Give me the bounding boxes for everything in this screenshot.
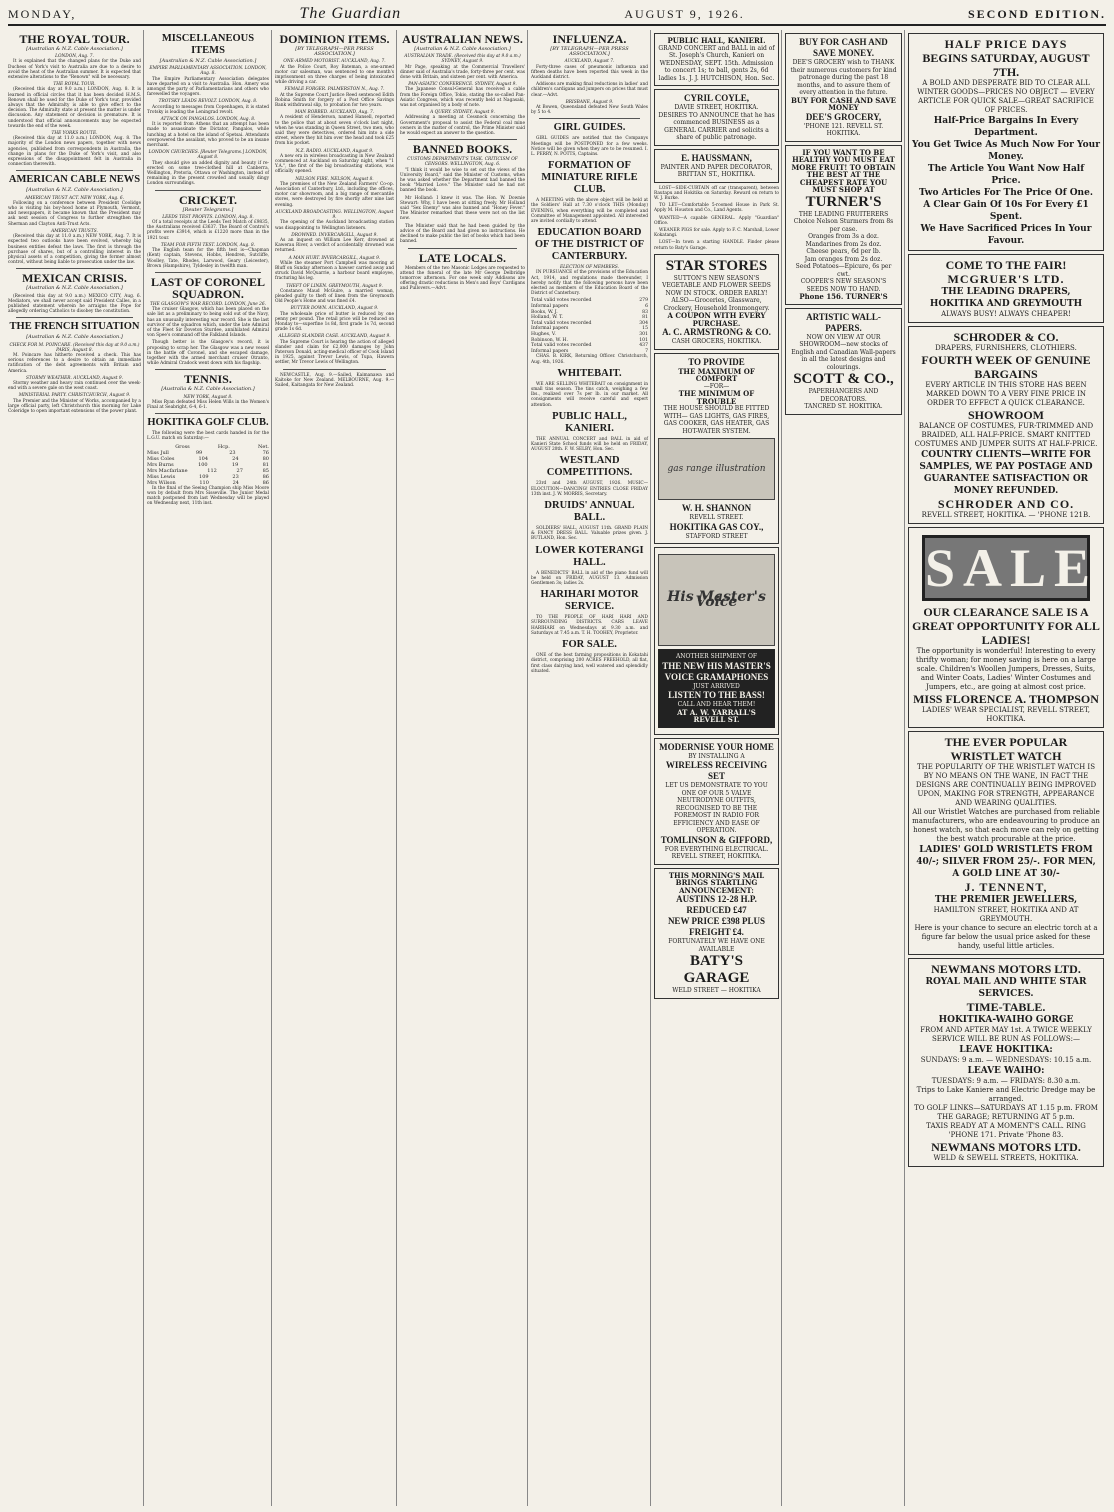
classified-item: TO LET—Comfortable 5-roomed House in Park St. Apply M. Houston and Co., Land Agents. — [654, 203, 779, 214]
score-cell: 19 — [231, 461, 239, 468]
vote-count: 6 — [645, 304, 648, 310]
vote-label: Total valid votes recorded — [531, 343, 592, 349]
headline-mexican-crisis: MEXICAN CRISIS. — [22, 271, 127, 286]
score-cell: 24 — [232, 479, 239, 486]
vote-label: Total valid votes recorded — [531, 298, 592, 304]
score-cell: 76 — [262, 449, 269, 456]
score-cell: 109 — [199, 473, 209, 480]
half-price-line: Two Articles For The Price Of One. — [919, 188, 1093, 198]
headline-education-board: EDUCATION BOARD OF THE DISTRICT OF CANTERBURY. — [534, 227, 645, 263]
article-text: Mr Page, speaking at the Commercial Travellers' dinner said of Australia's trade, forty-three per cent. was done with Britain, and sixteen per cent. with America. — [400, 64, 525, 81]
ad-cyril-coyle: CYRIL COYLE, DAVIE STREET, HOKITIKA. DESIRES TO ANNOUNCE that he has commenced BUSINESS as a GENERAL CARRIER and solicits a share of public patronage. — [654, 89, 779, 146]
masthead-date: AUGUST 9, 1926. — [624, 6, 745, 21]
ad-batys-garage: THIS MORNING'S MAIL BRINGS STARTLING ANNOUNCEMENT: AUSTINS 12-28 H.P. REDUCED £47 NEW PRICE £398 PLUS FREIGHT £4. FORTUNATELY WE HAVE ONE AVAILABLE BATY'S GARAGE WELD STREET — HOKITIKA — [654, 868, 779, 999]
price-list-item: Choice Nelson Sturmers from 8s per case. — [793, 218, 894, 233]
headline-influenza: INFLUENZA. — [552, 32, 627, 46]
notice-text: CHAS. B. KIRK, Returning Officer. Christchurch, Aug. 4th, 1926. — [531, 354, 648, 365]
article-text: At the Supreme Court Justice Reed sentenced Edith Robina Smith for forgery of a Post Office Savings Bank withdrawal slip, to probation for two years. — [275, 92, 394, 109]
classified-item: LOST—In town a starting HANDLE. Finder please return to Baty's Garage. — [654, 240, 779, 251]
his-masters-voice-illustration: His Master's Voice — [658, 554, 775, 646]
vote-count: 279 — [639, 298, 648, 304]
dateline: TROTSKY LEADS REVOLT. LONDON, Aug. 8. — [158, 99, 258, 105]
headline-competitions: WESTLAND COMPETITIONS. — [546, 455, 633, 479]
dateline: N.Z. RADIO. AUCKLAND, August 9. — [295, 148, 374, 154]
column-6 — [654, 30, 782, 1506]
headline-girl-guides: GIRL GUIDES. — [553, 122, 626, 134]
masthead-paper-title: The Guardian — [299, 5, 402, 22]
ad-haussmann: E. HAUSSMANN, PAINTER AND PAPER DECORATOR, BRITTAN ST., HOKITIKA. — [654, 149, 779, 183]
vote-count: 83 — [642, 309, 648, 315]
source-line: [Australia & N.Z. Cable Association.] — [161, 386, 255, 393]
half-price-line: The Article You Want Now Half Price. — [927, 164, 1085, 186]
dateline: LONDON, Aug. 7. — [55, 54, 94, 60]
price-list-item: Oranges from 3s a doz. — [808, 233, 879, 240]
notice-text: ONE of the best farming propositions in Kokatahi district, comprising 200 ACRES FREEHOLD, all flat, first class dairying land, well watered and splendidly situated. — [531, 653, 648, 674]
source-line: [Australian & N.Z. Cable Association.] — [26, 187, 123, 194]
article-text: Following on a conference between President Coolidge who is visiting his boy-hood home at Plymouth, Vermont, and newspapers, it became known that the President may ask next session of Congress to further strengthen the Sherman and Clayton Anti-Trust Acts. — [8, 200, 141, 227]
article-text: Mr Holland: I knew it was. The Hon. W. Downie Stewart: Why, I have been at sitting freely. Mr Holland said "Sex Enemy" was also banned and "Honey Fever." The Minister remarked that these were not on the list now. — [400, 195, 525, 222]
dateline: EMPIRE PARLIAMENTARY ASSOCIATION. LONDON, Aug. 8. — [149, 66, 267, 77]
dateline: NELSON FIRE. NELSON, August 8. — [295, 176, 374, 182]
article-text: In the final of the Seeing Champion ship Miss Moore won by default from Mrs Sissevilie. The Junior Medal match postponed from last Wednesday will be played on Wednesday next, 11th inst. — [147, 485, 269, 507]
masthead — [8, 4, 1106, 26]
article-text: The opening of the Auckland broadcasting station was disappointing to Wellington listeners. — [275, 220, 394, 231]
gramophone-banner: ANOTHER SHIPMENT OF THE NEW HIS MASTER'S VOICE GRAMAPHONES JUST ARRIVED LISTEN TO THE BASS! CALL AND HEAR THEM! AT A. W. YARRALL'S REVELL ST. — [658, 649, 775, 728]
ad-turners: IF YOU WANT TO BE HEALTHY YOU MUST EAT MORE FRUIT! TO OBTAIN THE BEST AT THE CHEAPEST RATE YOU MUST SHOP AT TURNER'S THE LEADING FRUITERERS Choice Nelson Sturmers from 8s per case. Oranges from 3s a doz. Mandarines from 2s doz. Cheese pears, 6d per lb. Jam oranges from 2s doz. Seed Potatoes—Epicure, 6s per cwt. COOPER'S NEW SEASON'S SEEDS NOW TO HAND. Phone 156. TURNER'S — [785, 145, 902, 305]
article-text: Members of the two Masonic Lodges are requested to attend the funeral of the late Mr George Delbridge tomorrow afternoon. For one week only Addisons are offering drastic reductions in Men's and Boys' Cardigans and Pullovers.—Advt. — [400, 265, 525, 292]
headline-public-hall: PUBLIC HALL, KANIERI. — [552, 410, 627, 434]
score-cell: 86 — [262, 479, 269, 486]
dateline: MINISTERIAL PARTY. CHRISTCHURCH, August 9. — [18, 393, 131, 399]
score-cell: Miss Coles — [147, 455, 175, 462]
article-text: Addressing a meeting at Cessnock concerning the Government's proposal to assist the Federal coal mine owners in the matter of control, the Prime Minister said he would expect an answer to the question. — [400, 115, 525, 137]
half-price-line: You Get Twice As Much Now For Your Money. — [912, 140, 1100, 162]
vote-label: Hughes, V. — [531, 332, 556, 338]
score-cell: 86 — [262, 473, 269, 480]
masthead-day: MONDAY, — [8, 6, 77, 21]
source-line: [Australian & N.Z. Cable Association.] — [26, 285, 123, 292]
shipping-note: NEWCASTLE, Aug. 9.—Sailed, Kaimanawa and Kaitoke for New Zealand. MELBOURNE, Aug. 9.—Sailed, Kaitangata for New Zealand. — [275, 372, 394, 388]
headline-whitebait: WHITEBAIT. — [557, 367, 622, 379]
article-text: The Minister said that he had been guided by the advice of the Board and had given no instructions. He declined to make public the list of books which had been banned. — [400, 223, 525, 245]
score-cell: 23 — [232, 473, 239, 480]
dateline: DROWNED. INVERCARGILL, August 9. — [291, 232, 378, 238]
article-text: (Received this day at 9.0 a.m.) MEXICO CITY, Aug. 6. Mediators, we shall never accept said President Calles, in a published statement wherein he arraigns the Pope for allegedly ordering Catholics to disobey the constitution. — [8, 293, 141, 315]
notice-text: WE ARE SELLING WHITEBAIT on consignment in small tins season. The tins catch, weighing a few lbs., realized over 7s per lb. in our market. All consignments will receive careful and expert attention. — [531, 381, 648, 408]
ad-wireless: MODERNISE YOUR HOME BY INSTALLING A WIRELESS RECEIVING SET LET US DEMONSTRATE TO YOU ONE OF OUR 5 VALVE NEUTRODYNE OUTFITS, RECOGNISED TO BE THE FOREMOST IN RADIO FOR EFFICIENCY AND EASE OF OPERATION. TOMLINSON & GIFFORD, FOR EVERYTHING ELECTRICAL. REVELL STREET, HOKITIKA. — [654, 738, 779, 865]
article-text: Of a total receipts at the Leeds Test Match of £9835, the Australians received £3637. The Board of Control's profits were £3914, which is £1220 more than in the 1921 tour. — [147, 220, 269, 241]
price-list-item: Seed Potatoes—Epicure, 6s per cwt. — [795, 263, 892, 278]
article-text: It is reported from Athens that an attempt has been made to assassinate the Dictator, Pangalos, while lunching at a hotel on the island of Spetsai. Attendants overpowered the assailant, who proved to be an insane merchant. — [147, 122, 269, 149]
article-text: According to messages from Copenhagen, it is stated Trotsky is leading the Leningrad revolt. — [147, 104, 269, 115]
score-cell: 81 — [262, 461, 269, 468]
ad-wall-papers: ARTISTIC WALL-PAPERS. NOW ON VIEW AT OUR SHOWROOM—new stocks of English and Canadian Wall-papers in all the latest designs and colourings. SCOTT & CO., PAPERHANGERS AND DECORATORS. TANCRED ST. HOKITIKA. — [785, 308, 902, 415]
score-cell: Mrs Burns — [147, 461, 174, 468]
score-cell: 104 — [198, 455, 209, 462]
article-text: "I think it would be wise to set out the views of the University Board," said the Minister of Customs, when he was asked whether the Department had banned the book "Married Love." The Minister said he had not banned the book. — [400, 167, 525, 194]
article-text: At Bowen, Queensland defeated New South Wales by 5 to 4. — [531, 105, 648, 116]
headline-druids-ball: DRUIDS' ANNUAL BALL. — [544, 500, 635, 524]
ad-mcgruers: COME TO THE FAIR! MCGRUER'S LTD. THE LEADING DRAPERS, HOKITIKA AND GREYMOUTH ALWAYS BUSY! ALWAYS CHEAPER! — [908, 254, 1104, 323]
ad-half-price-days: HALF PRICE DAYS BEGINS SATURDAY, AUGUST 7TH. A BOLD AND DESPERATE BID TO CLEAR ALL WINTER GOODS—PRICES NO OBJECT — EVERY ARTICLE FOR QUICK SALE—GREAT SACRIFICE OF PRICES. Half-Price Bargains In Every Department. You Get Twice As Much Now For Your Money. The Article You Want Now Half Price. Two Articles For The Price Of One. A Clear Gain Of 10s For Every £1 Spent. We Have Sacrificed Prices In Your Favour. — [908, 33, 1104, 251]
headline-banned-books: BANNED BOOKS. — [412, 142, 513, 157]
headline-royal-tour: THE ROYAL TOUR. — [19, 32, 130, 46]
dateline: NEW YORK, August 8. — [183, 394, 233, 400]
dateline: CUSTOMS DEPARTMENT'S TASK. CRITICISM OF CENSORS. WELLINGTON, Aug. 6. — [407, 157, 518, 168]
source-line: [BY TELEGRAPH—PER PRESS ASSOCIATION.] — [550, 46, 629, 58]
headline-dominion-items: DOMINION ITEMS. — [279, 32, 390, 46]
headline-harihari-motor: HARIHARI MOTOR SERVICE. — [540, 589, 639, 613]
classified-item: WEANER PIGS for sale. Apply to F. C. Marshall, Lower Kokatangi. — [654, 227, 779, 239]
score-cell: 112 — [207, 467, 217, 474]
ad-dees-grocery: BUY FOR CASH AND SAVE MONEY. DEE'S GROCERY wish to THANK their numerous customers for kind patronage during the past 18 months, and to assure them of every attention in the future. BUY FOR CASH AND SAVE MONEY DEE'S GROCERY, 'PHONE 121. REVELL ST. HOKITIKA. — [785, 33, 902, 142]
score-cell: 27 — [236, 467, 243, 474]
vote-count: 304 — [639, 320, 648, 326]
dateline: THEFT OF LINEN. GREYMOUTH, August 9. — [286, 283, 383, 289]
classified-item: WANTED—A capable GENERAL. Apply "Guardian" Office. — [654, 215, 779, 226]
headline-miscellaneous: MISCELLANEOUS ITEMS — [161, 33, 255, 56]
score-cell: Miss Jull — [147, 449, 169, 456]
article-text: The wholesale price of butter is reduced by one penny per pound. The retail price will be reduced on Monday to—superfine 1s 8d, first grade 1s 7d, second grade 1s 6d. — [275, 311, 394, 333]
source-line: [Australian & N.Z. Cable Association.] — [159, 58, 257, 64]
dateline: A QUERY. SYDNEY, August 9. — [430, 110, 495, 116]
turner-price-list — [789, 218, 898, 278]
price-list-item: Cheese pears, 6d per lb. — [806, 248, 881, 255]
article-text: The following were the best cards handed in for the L.G.U. match on Saturday:— — [147, 431, 269, 442]
headline-coronel: LAST OF CORONEL SQUADRON. — [150, 274, 266, 301]
dateline: PAN-ASIATIC CONFERENCE. SYDNEY, August 9. — [408, 82, 517, 88]
price-list-item: Mandarines from 2s doz. — [805, 240, 882, 248]
article-text: The cruiser Glasgow, which has been placed on the sale list as a preliminary to being sold out of the Navy, has an unusually interesting war record. She is the last survivor of the squadron which, under the late Admiral of the Fleet Sir Doveton Sturdee, annihilated Admiral von Spee's command off the Falkland Islands. — [147, 307, 269, 339]
article-text: The Supreme Court is hearing the action of alleged slander and claim for £2,000 damages by John Paterson Donald, acting-medical officer of Cook Island in 1925, against Trevor Lewis, of Tupa, Hawera settler, Mr Trevor Lewis of Wellington. — [275, 339, 394, 366]
half-price-line: Half-Price Bargains In Every Department. — [933, 116, 1079, 138]
dateline: ALLEGED SLANDER CASE. AUCKLAND, August 9. — [278, 334, 391, 340]
masthead-edition: SECOND EDITION. — [967, 6, 1106, 21]
vote-label: Robinson, W. H. — [531, 337, 568, 343]
ad-gramophones — [654, 547, 779, 735]
article-text: A new era in wireless broadcasting in New Zealand commenced at Auckland on Saturday night, when "1 Y.A.", the first of the big broadcasting stations, was officially opened. — [275, 153, 394, 175]
dateline: A MAN HURT. INVERCARGILL, August 9. — [288, 255, 381, 261]
article-text: Miss Ryan defeated Miss Helen Wills in the Women's Final at Seabright, 6-4, 6-1. — [147, 399, 269, 410]
vote-table — [531, 298, 648, 354]
classifieds — [654, 186, 779, 251]
article-text: The English team for the fifth test is—Chapman (Kent) captain, Stevens, Hobbs, Hendren, Sutcliffe, Woolley, Tate, Rhodes, Larwood, Geary (Leicester), Brown (Hampshire), Tyldesley in twelfth man. — [147, 248, 269, 269]
dateline: BRISBANE, August 9. — [565, 99, 614, 105]
subheading: THE ROYAL TOUR. — [53, 82, 96, 88]
subheading: ELECTION OF MEMBERS. — [559, 265, 620, 271]
dateline: BUTTER DOWN. AUCKLAND, August 9. — [290, 306, 379, 312]
sale-banner: SALE — [922, 535, 1090, 601]
notice-text: SOLDIERS' HALL, AUGUST 11th. GRAND PLAIN & FANCY DRESS BALL. Valuable prizes given. J. BUTLAND, Hon. Sec. — [531, 526, 648, 542]
columns — [8, 30, 1106, 1506]
gas-range-illustration: gas range illustration — [658, 438, 775, 500]
notice-text: A MEETING with the above object will be held at the Soldiers' Hall at 7.30 o'clock THIS (Monday) EVENING, when everything will be completed and Committee of Management appointed. All interested are invited cordially to attend. — [531, 198, 648, 225]
article-text: M. Poincare has hitherto received a check. This has serious references to a desire to obtain an immediate ratification of the debt agreements with Britain and America. — [8, 352, 141, 374]
vote-label: Informal papers — [531, 348, 569, 354]
source-line: [BY TELEGRAPH—PER PRESS ASSOCIATION.] — [295, 46, 374, 58]
column-2 — [147, 30, 272, 1506]
headline-tennis: TENNIS. — [184, 372, 232, 387]
dateline: LEEDS TEST PROFITS. LONDON, Aug. 8. — [162, 214, 254, 220]
article-text: The Premier and the Minister of Works, accompanied by a large official party, left Christchurch this morning for Lake Coleridge to open important extensions of the power plant. — [8, 398, 141, 414]
vote-count: 81 — [642, 315, 648, 321]
headline-american-cable: AMERICAN CABLE NEWS — [8, 174, 141, 186]
dateline: AMERICAN TRUST ACT. NEW YORK, Aug. 6. — [24, 195, 124, 201]
vote-label: Books, W. J. — [531, 309, 558, 315]
dateline: MAN ROBBED. AUCKLAND, Aug. 7. — [294, 110, 375, 116]
article-text: The premises of the New Zealand Farmers' Co-op. Association of Canterbury, Ltd., including the offices, motor car showroom, and a big range of mercantile stores, were destroyed by fire shortly after nine last evening. — [275, 181, 394, 208]
dateline: CHECK FOR M. POINCARE. (Received this day at 9.0 a.m.) PARIS, August 8. — [9, 342, 140, 353]
article-text: They should give an added dignity and beauty if re-erected on some tree-clothed hill at Canberra, Wellington, Pretoria, Ottawa or Washington, instead of remaining in the present crowded and usually dingy London surroundings. — [147, 160, 269, 187]
score-cell: 100 — [198, 461, 208, 468]
article-text: The Empire Parliamentary Association delegates have departed on a visit to Australia. Hon. Amery was amongst the party of Parliamentarians and others who farewelled the voyagers. — [147, 76, 269, 98]
column-5 — [531, 30, 651, 1506]
article-text: It is explained that the changed plans for the Duke and Duchess of York's visit to Australia are due to a desire to avoid the heat of the Australian summer. It is expected that extensive alterations to the "Renown" will be necessary. — [8, 59, 141, 81]
article-text: (Received this day at 11.0 a.m.) LONDON, Aug. 8. The majority of the London news papers, together with news agencies, published from correspondents in Australia, the change in plans for the Duke of York's visit, and also expressions of the disappointment felt in Australia in connection therewith. — [8, 136, 141, 168]
score-cell: 99 — [195, 449, 203, 456]
source-line: [Australian & N.Z. Cable Association.] — [26, 46, 123, 52]
dateline: LONDON CHURCHES. [Reuter Telegrams.] LONDON, August 8. — [148, 150, 268, 161]
dateline: AUSTRALIAN TRADE. (Received this day at 9.0 a.m.) SYDNEY, August 9. — [404, 54, 521, 65]
golf-score-table — [147, 450, 269, 486]
headline-late-locals: LATE LOCALS. — [418, 250, 507, 265]
vote-label: Informal papers — [531, 304, 569, 310]
score-cell: 80 — [262, 455, 269, 462]
notice-text: A BENEDICTS' BALL in aid of the piano fund will be held on FRIDAY, AUGUST 13. Admission Gentlemen 3s; ladies 2s. — [531, 570, 648, 587]
vote-count: 301 — [639, 332, 648, 338]
half-price-lines — [912, 115, 1100, 247]
article-text: A resident of Henderson, named Hansell, reported to the police that at about seven o'clock last night, when he was standing in Queen Street, two men, who said they were detectives, ordered him into a side street, where they hit him over the head and took £25 from his pocket. — [275, 115, 394, 147]
ad-schroder: SCHRODER & CO. DRAPERS, FURNISHERS, CLOTHIERS. FOURTH WEEK OF GENUINE BARGAINS EVERY ARTICLE IN THIS STORE HAS BEEN MARKED DOWN TO A VERY FINE PRICE IN ORDER TO EFFECT A QUICK CLEARANCE. SHOWROOM BALANCE OF COSTUMES, FUR-TRIMMED AND BRAIDED, ALL HALF-PRICE. SMART KNITTED COSTUMES AND JUMPER SUITS AT HALF-PRICE. COUNTRY CLIENTS—WRITE FOR SAMPLES, WE PAY POSTAGE AND GUARANTEE SATISFACTION OR MONEY REFUNDED. SCHRODER AND CO. REVELL STREET, HOKITIKA. — 'PHONE 121B. — [908, 326, 1104, 524]
ad-newmans-motors: NEWMANS MOTORS LTD. ROYAL MAIL AND WHITE STAR SERVICES. TIME-TABLE. HOKITIKA-WAIHO GORGE FROM AND AFTER MAY 1st. A TWICE WEEKLY SERVICE WILL BE RUN AS FOLLOWS:— LEAVE HOKITIKA: SUNDAYS: 9 a.m. — WEDNESDAYS: 10.15 a.m. LEAVE WAIHO: TUESDAYS: 9 a.m. — FRIDAYS: 8.30 a.m. Trips to Lake Kaniere and Electric Dredge may be arranged. TO GOLF LINKS—SATURDAYS AT 1.15 p.m. FROM THE GARAGE; RETURNING AT 5 p.m. TAXIS READY AT A MOMENT'S CALL. RING 'PHONE 171. Private 'Phone 83. NEWMANS MOTORS LTD. WELD & SEWELL STREETS, HOKITIKA. — [908, 958, 1104, 1167]
article-text: As an inquest on William Lee Kerr, drowned at Kawerau River, a verdict of accidentally drowned was returned. — [275, 237, 394, 254]
article-text: At the Police Court, Roy Bateman, a one-armed motor car salesman, was sentenced to one month's imprisonment on three charges of being intoxicated while driving a car. — [275, 64, 394, 86]
subheading: THE YORKS ROUTE. — [51, 131, 98, 137]
score-cell: 24 — [232, 455, 239, 462]
article-text: Constance Maud McGuire, a married woman, pleaded guilty to theft of linen from the Greymouth Old People's Home and was fined £4. — [275, 288, 394, 305]
article-text: The Japanese Consul-General has received a cable from the Foreign Office, Tokio, stating the so-called Pan-Asiatic Congress, which was recently held at Nagasaki, was not organised by a body of note. — [400, 87, 525, 109]
source-line: [Australian & N.Z. Cable Association.] — [414, 46, 511, 52]
dateline: THE GLASGOW'S WAR RECORD. LONDON, June 26. — [150, 301, 266, 307]
notice-text: THE ANNUAL CONCERT and BALL in aid of Kanieri State School funds will be held on FRIDAY, AUGUST 20th. F. W. SELBY, Hon. Sec. — [531, 436, 648, 453]
notice-text: GIRL GUIDES are notified that the Companys Meetings will be POSTPONED for a few weeks. Notice will be given when they are to be resumed. I. L. PERRY, N. POTTS, Captains. — [531, 136, 648, 158]
article-text: (Received this day at 9.0 a.m.) LONDON, Aug. 8. It is learned in official circles that it has been decided H.M.S. Renown shall be used for the Duke of York's tour, provided always that the Admiralty is able to give effect to the decision. The Admiralty state at present the matter is under discussion. Any statement or decision is premature. It is understood that official announcements may be expected towards the end of the week. — [8, 87, 141, 129]
score-cell: Mrs Wilson — [147, 479, 176, 486]
column-8-advertisements — [908, 30, 1106, 1506]
headline-golf-club: HOKITIKA GOLF CLUB. — [147, 417, 269, 429]
article-text: Though better is the Glasgow's record, it is proposing to scrap her. The Glasgow was a new vessel in the battle off Coronel, and she escaped damage, together with the armed merchant cruiser Otranto, while Admiral Cradock went down with his flagship. — [147, 340, 269, 367]
headline-for-sale: FOR SALE. — [562, 639, 617, 651]
subheading: AMERICAN TRUSTS. — [51, 228, 98, 234]
ad-star-stores: STAR STORES SUTTON'S NEW SEASON'S VEGETABLE AND FLOWER SEEDS NOW IN STOCK. ORDER EARLY! ALSO—Groceries, Glassware, Crockery, Household Ironmongery. A COUPON WITH EVERY PURCHASE. A. C. ARMSTRONG & CO. CASH GROCERS, HOKITIKA. — [654, 254, 779, 350]
notice-text: IN PURSUANCE of the provisions of the Education Act, 1914, and regulations made thereunder, I hereby notify that the following persons have been elected as members of the Education Board of the District of Canterbury. — [531, 270, 648, 297]
article-text: Stormy weather and heavy rain continued over the week-end with a severe gale on the west coast. — [8, 380, 141, 392]
score-cell: 85 — [262, 467, 269, 474]
dateline: AUCKLAND BROADCASTING. WELLINGTON, August 9. — [275, 209, 394, 221]
ad-public-hall-kanieri: PUBLIC HALL, KANIERI. GRAND CONCERT and BALL in aid of St. Joseph's Church, Kanieri on WEDNESDAY, SEPT. 15th. Admission to concert 1s; to ball, gents 2s, 6d ladies 1s. J. J. HUTCHISON, Hon. Sec. — [654, 33, 779, 86]
vote-count: 101 — [639, 337, 648, 343]
dateline: STORMY WEATHER. AUCKLAND, August 9. — [25, 375, 124, 381]
source-line: [Reuter Telegrams.] — [182, 206, 234, 213]
dateline: ATTACK ON PANGALOS. LONDON, Aug. 8. — [160, 117, 256, 123]
column-4 — [400, 30, 528, 1506]
vote-count: 7 — [645, 348, 648, 354]
headline-french-situation: THE FRENCH SITUATION — [9, 321, 140, 333]
vote-label: Informal papers — [531, 326, 569, 332]
headline-cricket: CRICKET. — [178, 192, 238, 207]
ad-wristlet-watch: THE EVER POPULAR WRISTLET WATCH THE POPULARITY OF THE WRISTLET WATCH IS BY NO MEANS ON THE WANE, IN FACT THE DESIGNS ARE CONTINUALLY BEING IMPROVED UPON, MAKING FOR STRENGTH, APPEARANCE AND WEARING QUALITIES. All our Wristlet Watches are purchased from reliable manufacturers, who are endeavouring to produce an honest watch, so that each move can rely on getting the best watch procurable at the price. LADIES' GOLD WRISTLETS FROM 40/-; SILVER FROM 25/-. FOR MEN, A GOLD LINE AT 30/- J. TENNENT, THE PREMIER JEWELLERS, HAMILTON STREET, HOKITIKA AND AT GREYMOUTH. Here is your chance to secure an electric torch at a figure far below the usual price asked for these handy, useful little articles. — [908, 731, 1104, 955]
article-text: (Received this day at 11.0 a.m.) NEW YORK, Aug. 7. It is expected two outlooks have been evolved, whereby big business entities defeat the laws. The first is through the purchase of shares, but of a controlling interest in the physical assets of a competition, giving the former almost control, without being liable to prosecution under the law. — [8, 234, 141, 266]
score-cell: Mrs Macfarlane — [147, 467, 188, 474]
ad-clearance-sale: SALE OUR CLEARANCE SALE IS A GREAT OPPORTUNITY FOR ALL LADIES! The opportunity is wonderful! Interesting to every thrifty woman; for money saving is here on a large scale. Children's Woollen Jumpers, Dresses, Suits, and Winter Coats, Ladies' Winter Costumes and Jumpers, etc., are going at almost cost price. MISS FLORENCE A. THOMPSON LADIES' WEAR SPECIALIST, REVELL STREET, HOKITIKA. — [908, 527, 1104, 728]
headline-koterangi-hall: LOWER KOTERANGI HALL. — [535, 544, 644, 568]
article-text: Addisons are making final reductions in ladies' and children's cardigans and jumpers on prices that must clear.—Advt. — [531, 82, 648, 98]
vote-count: 15 — [642, 326, 648, 332]
article-text: Forty-three cases of pneumonic influenza and fifteen deaths have been reported this week in the Auckland district. — [531, 64, 648, 81]
vote-label: Holland, W. T. — [531, 315, 563, 321]
headline-australian-news: AUSTRALIAN NEWS. — [402, 32, 523, 46]
dateline: TEAM FOR FIFTH TEST. LONDON, Aug. 8. — [160, 242, 256, 248]
ad-gas-company: TO PROVIDE THE MAXIMUM OF COMFORT —FOR— THE MINIMUM OF TROUBLE THE HOUSE SHOULD BE FITTED WITH— GAS LIGHTS, GAS FIRES, GAS COOKER, GAS HEATER, GAS HOT-WATER SYSTEM. gas range illustration W. H. SHANNON REVELL STREET. HOKITIKA GAS COY., STAFFORD STREET — [654, 353, 779, 545]
article-text: While the steamer Port Campbell was mooring at Bluff on Sunday afternoon a hawser carried away and struck David McQuarrie, a harbour board employee, fracturing his leg. — [275, 260, 394, 282]
score-cell: 23 — [229, 449, 236, 456]
column-7 — [785, 30, 905, 1506]
classified-item: LOST—SIDE-CURTAIN off car (transparent), between Rautapu and Hokitika on Saturday. Reward on return to W. J. Burke. — [654, 185, 779, 201]
notice-text: 23rd and 24th AUGUST, 1926. MUSIC—ELOCUTION—DANCING! ENTRIES CLOSE FRIDAY 13th inst. J. W. MORRIS, Secretary. — [531, 481, 648, 497]
source-line: [Australian & N.Z. Cable Association.] — [26, 334, 123, 341]
price-list-item: Jam oranges from 2s doz. — [804, 255, 883, 263]
score-cell: Miss Lewis — [147, 473, 176, 480]
headline-rifle-club: FORMATION OF MINIATURE RIFLE CLUB. — [541, 160, 638, 196]
notice-text: TO THE PEOPLE OF HARI HARI AND SURROUNDING DISTRICTS. CARS LEAVE HARIHARI on Wednesdays at 9.30 a.m. and Saturdays at 7.45 a.m. T. H. TOOHEY, Proprietor. — [531, 615, 648, 636]
dateline: ONE-ARMED MOTORIST. AUCKLAND, Aug. 7. — [283, 59, 386, 65]
score-cell: 110 — [199, 479, 209, 486]
column-3 — [275, 30, 397, 1506]
vote-label: Total valid votes recorded — [531, 320, 592, 326]
dateline: AUCKLAND, August 7. — [564, 59, 615, 65]
half-price-line: We Have Sacrificed Prices In Your Favour. — [920, 224, 1092, 246]
half-price-line: A Clear Gain Of 10s For Every £1 Spent. — [923, 200, 1089, 222]
vote-count: 437 — [639, 343, 648, 349]
score-header: Gross Hcp. Net. — [175, 443, 269, 450]
dateline: FEMALE FORGER. PALMERSTON N., Aug. 7. — [284, 87, 385, 93]
column-1 — [8, 30, 144, 1506]
